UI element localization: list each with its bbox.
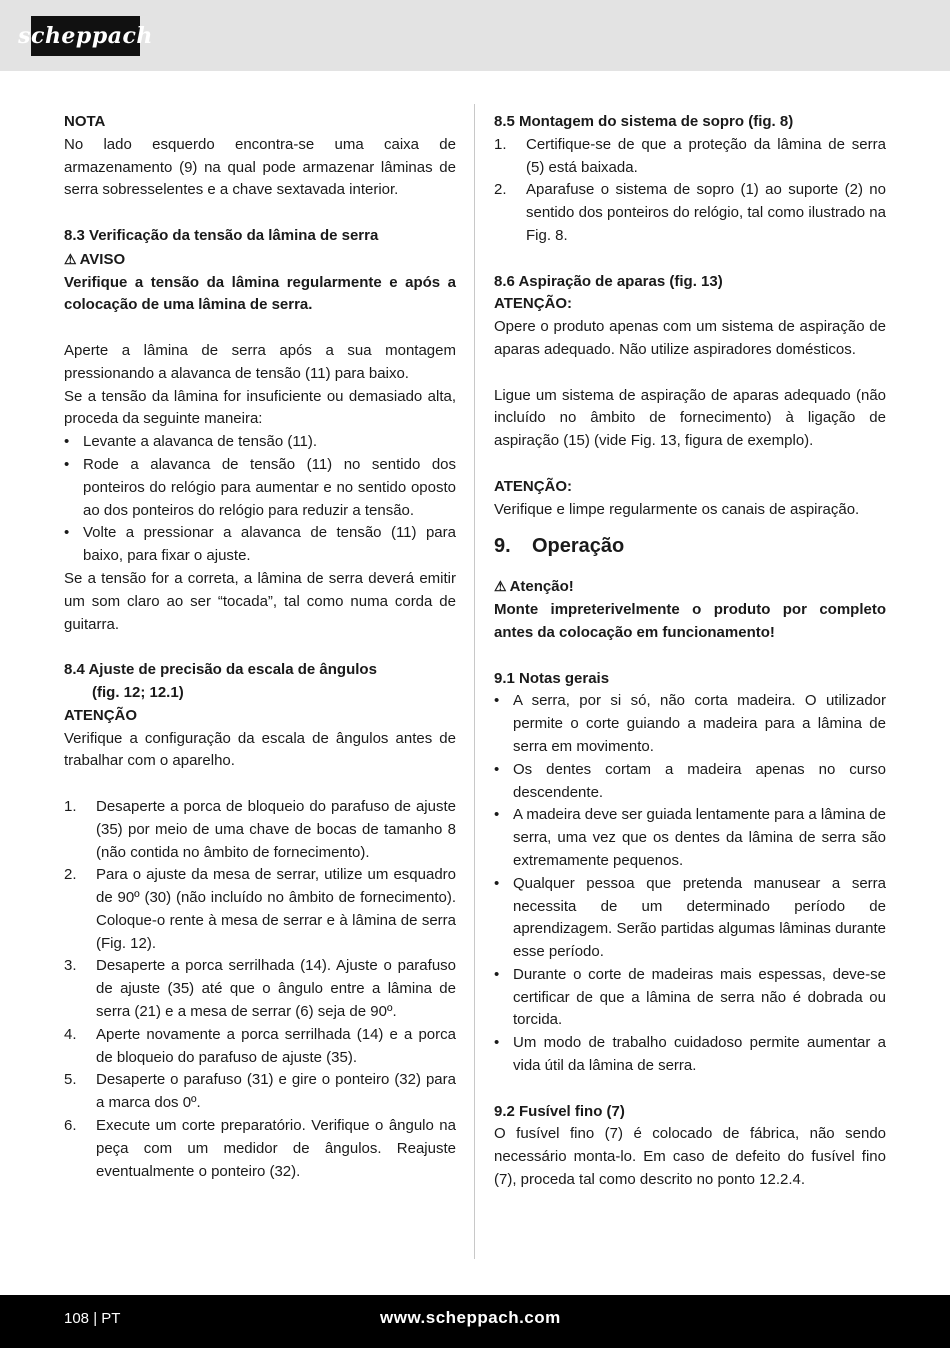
s83-bullet-list — [64, 431, 456, 568]
list-item: • A serra, por si só, não corta madeira. O utilizador permite o corte guiando a madeira para a lâmina de serra em movimento. — [494, 690, 886, 758]
atencao-warning-text: Monte impreterivelmente o produto por completo antes da colocação em funcionamento! — [494, 601, 886, 641]
list-item: • Durante o corte de madeiras mais espessas, deve-se certificar de que a lâmina de serra não é dobrada ou torcida. — [494, 964, 886, 1032]
s83-paragraph-2: Se a tensão da lâmina for insuficiente ou demasiado alta, proceda da seguinte maneira: — [64, 387, 456, 428]
list-item: 2. Para o ajuste da mesa de serrar, utilize um esquadro de 90º (30) (não incluído no âmbito de fornecimento). Coloque-o rente à mesa de serrar e à lâmina de serra (Fig. 12). — [64, 866, 456, 952]
list-item: • Levante a alavanca de tensão (11). — [64, 431, 456, 454]
list-item: • Volte a pressionar a alavanca de tensão (11) para baixo, para fixar o ajuste. — [64, 522, 456, 568]
nota-title: NOTA — [64, 113, 106, 130]
header-bar — [0, 0, 950, 71]
brand-logo: scheppach — [31, 16, 140, 56]
list-item: • A madeira deve ser guiada lentamente para a lâmina de serra, uma vez que os dentes da lâmina de serra são extremamente pequenos. — [494, 804, 886, 872]
column-divider — [474, 104, 475, 1259]
list-item: 1. Desaperte a porca de bloqueio do parafuso de ajuste (35) por meio de uma chave de bocas de tamanho 8 (não contida no âmbito de fornecimento). — [64, 797, 456, 861]
s92-paragraph-1: O fusível fino (7) é colocado de fábrica, não sendo necessário monta-lo. Em caso de defeito do fusível fino (7), proceda tal como descrito no ponto 12.2.4. — [494, 1125, 886, 1189]
section-9-1-title: 9.1 Notas gerais — [494, 669, 610, 687]
s83-paragraph-1: Aperte a lâmina de serra após a sua montagem pressionando a alavanca de tensão (11) para baixo. — [64, 341, 456, 382]
right-column — [494, 111, 886, 1192]
atencao-label: ATENÇÃO — [64, 706, 138, 724]
nota-text: No lado esquerdo encontra-se uma caixa de armazenamento (9) na qual pode armazenar lâminas de serra sobresselentes e a chave sextavada interior. — [64, 135, 456, 199]
list-item: 2. Aparafuse o sistema de sopro (1) ao suporte (2) no sentido dos ponteiros do relógio, tal como ilustrado na Fig. 8. — [494, 181, 886, 244]
section-8-6-title: 8.6 Aspiração de aparas (fig. 13) — [494, 272, 723, 290]
atencao-label: ATENÇÃO: — [494, 295, 573, 313]
list-item: • Um modo de trabalho cuidadoso permite aumentar a vida útil da lâmina de serra. — [494, 1032, 886, 1078]
list-item: 6. Execute um corte preparatório. Verifique o ângulo na peça com um medidor de ângulos. Reajuste eventualmente o ponteiro (32). — [64, 1117, 456, 1180]
s84-paragraph-1: Verifique a configuração da escala de ângulos antes de trabalhar com o aparelho. — [64, 729, 456, 770]
list-item: • Qualquer pessoa que pretenda manusear a serra necessita de um determinado período de aprendizagem. Serão partidas algumas lâminas durante esse período. — [494, 873, 886, 964]
section-8-3-title: 8.3 Verificação da tensão da lâmina de serra — [64, 226, 379, 244]
warning-icon: ⚠ — [64, 250, 77, 267]
s85-steps — [494, 134, 886, 248]
aviso-label: ⚠ AVISO — [64, 248, 456, 272]
list-item: 5. Desaperte o parafuso (31) e gire o ponteiro (32) para a marca dos 0º. — [64, 1071, 456, 1112]
section-8-5-title: 8.5 Montagem do sistema de sopro (fig. 8) — [494, 113, 794, 130]
s86-paragraph-2: Ligue um sistema de aspiração de aparas adequado (não incluído no âmbito de fornecimento) à ligação de aspiração (15) (vide Fig. 13, figura de exemplo). — [494, 386, 886, 450]
list-item: • Rode a alavanca de tensão (11) no sentido dos ponteiros do relógio para aumentar e no sentido oposto ao dos ponteiros do relógio para reduzir a tensão. — [64, 454, 456, 522]
left-column — [64, 111, 456, 1183]
s83-paragraph-3: Se a tensão for a correta, a lâmina de serra deverá emitir um som claro ao ser “tocada”, tal como numa corda de guitarra. — [64, 569, 456, 633]
website-link[interactable]: www.scheppach.com — [380, 1308, 561, 1327]
chapter-9-title: 9. Operação — [494, 535, 625, 558]
list-item: 1. Certifique-se de que a proteção da lâmina de serra (5) está baixada. — [494, 135, 886, 176]
page-number: 108 | PT — [64, 1310, 121, 1327]
footer-bar — [0, 1295, 950, 1348]
atencao-warning-label: ⚠ Atenção! — [494, 575, 886, 599]
s91-bullet-list — [494, 690, 886, 1078]
s84-steps — [64, 796, 456, 1184]
warning-icon: ⚠ — [494, 578, 507, 595]
list-item: 3. Desaperte a porca serrilhada (14). Ajuste o parafuso de ajuste (35) até que o ângulo entre a lâmina de serra (21) e a mesa de serrar (6) seja de 90º. — [64, 957, 456, 1021]
section-9-2-title: 9.2 Fusível fino (7) — [494, 1102, 625, 1120]
section-8-4-title: 8.4 Ajuste de precisão da escala de ângulos (fig. 12; 12.1) — [64, 661, 377, 701]
atencao-label: ATENÇÃO: — [494, 477, 573, 495]
s86-paragraph-3: Verifique e limpe regularmente os canais de aspiração. — [494, 500, 860, 518]
s86-paragraph-1: Opere o produto apenas com um sistema de aspiração de aparas adequado. Não utilize aspiradores domésticos. — [494, 318, 886, 358]
list-item: 4. Aperte novamente a porca serrilhada (14) e a porca de bloqueio do parafuso de ajuste (35). — [64, 1025, 456, 1066]
list-item: • Os dentes cortam a madeira apenas no curso descendente. — [494, 759, 886, 805]
aviso-text: Verifique a tensão da lâmina regularmente e após a colocação de uma lâmina de serra. — [64, 273, 456, 314]
